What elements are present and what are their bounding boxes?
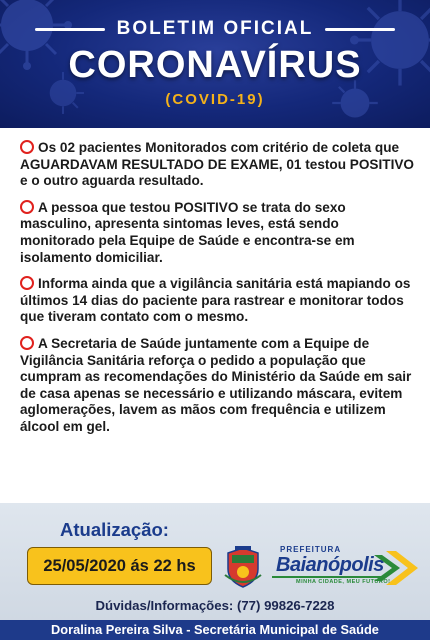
bulletin-title: CORONAVÍRUS xyxy=(68,44,362,86)
paragraph-text: Informa ainda que a vigilância sanitária está mapiando os últimos 14 dias do paciente para rastrear e monitorar todos que tiveram contato com o mesmo. xyxy=(20,276,411,325)
city-logo xyxy=(268,545,418,591)
bulletin-body xyxy=(0,128,430,503)
paragraph-text: A pessoa que testou POSITIVO se trata do sexo masculino, apresenta sintomas leves, está sendo monitorado pela Equipe de Saúde e encontra-se em isolamento domiciliar. xyxy=(20,199,355,265)
kicker-row xyxy=(0,18,430,40)
bulletin-footer xyxy=(0,503,430,640)
update-label: Atualização: xyxy=(60,519,169,540)
contact-line: Dúvidas/Informações: (77) 99826-7228 xyxy=(95,598,335,613)
logo-prefix: PREFEITURA xyxy=(280,545,342,554)
bulletin-paragraph xyxy=(20,276,416,326)
bulletin-subtitle: (COVID-19) xyxy=(165,91,265,108)
logo-city-name: Baianópolis xyxy=(276,554,384,576)
red-circle-bullet-icon xyxy=(20,336,34,350)
red-circle-bullet-icon xyxy=(20,140,34,154)
bulletin-paragraph xyxy=(20,140,416,190)
bulletin-kicker: BOLETIM OFICIAL xyxy=(116,18,314,39)
bulletin-paragraph xyxy=(20,200,416,266)
red-circle-bullet-icon xyxy=(20,276,34,290)
bulletin-paragraph xyxy=(20,336,416,436)
red-circle-bullet-icon xyxy=(20,200,34,214)
update-datetime: 25/05/2020 ás 22 hs xyxy=(27,547,212,585)
divider xyxy=(325,28,395,31)
logo-slogan: MINHA CIDADE, MEU FUTURO! xyxy=(296,579,391,585)
divider xyxy=(35,28,105,31)
paragraph-text: Os 02 pacientes Monitorados com critério de coleta que AGUARDAVAM RESULTADO DE EXAME, 01 testou POSITIVO e o outro aguarda resultado. xyxy=(20,140,414,189)
paragraph-text: A Secretaria de Saúde juntamente com a Equipe de Vigilância Sanitária reforça o pedido a população que cumpram as recomendações do Ministério da Saúde em sair de casa apenas se necessário e utilizando máscara, evitem aglomerações, lavem as mãos com frequência e utilizem álcool em gel. xyxy=(20,335,412,434)
footer-credit: Doralina Pereira Silva - Secretária Municipal de Saúde xyxy=(0,620,430,640)
bulletin-header xyxy=(0,0,430,128)
city-crest-icon xyxy=(222,545,264,589)
